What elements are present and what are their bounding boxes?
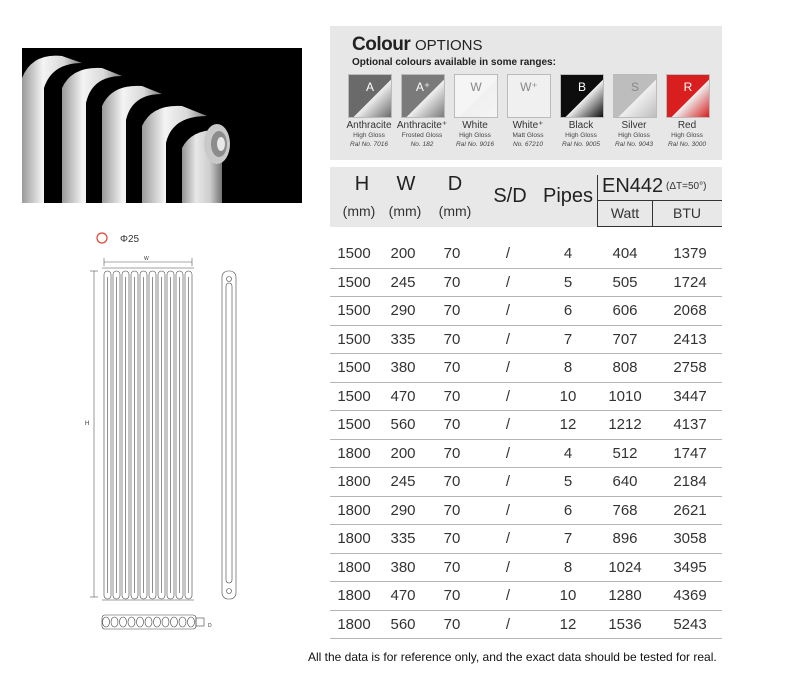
table-row <box>330 297 722 326</box>
table-cell: / <box>505 302 511 319</box>
table-cell: / <box>505 558 511 576</box>
swatch-0 <box>348 74 392 118</box>
depth-dimension-label: D <box>208 623 212 629</box>
table-row <box>330 411 722 440</box>
swatch-finish: High Gloss <box>459 132 491 139</box>
table-cell: 70 <box>443 387 461 405</box>
pipe-diameter-label: Φ25 <box>120 234 140 245</box>
table-cell: 70 <box>443 473 461 490</box>
table-cell: / <box>505 444 511 462</box>
width-dimension-label: W <box>144 256 149 262</box>
table-cell: 4137 <box>673 416 707 433</box>
table-row <box>330 326 722 355</box>
header-d: D <box>447 173 463 195</box>
table-cell: / <box>505 501 511 519</box>
colour-options-panel <box>330 26 722 160</box>
header-w: W <box>396 173 416 195</box>
table-cell: 1800 <box>337 587 371 604</box>
swatch-ral: Ral No. 9016 <box>456 141 494 148</box>
table-cell: 640 <box>612 473 638 490</box>
table-cell: 505 <box>612 273 638 291</box>
swatch-name: Anthracite⁺ <box>396 120 448 131</box>
table-cell: 7 <box>563 530 573 547</box>
table-cell: 8 <box>563 558 573 576</box>
table-cell: 380 <box>390 558 416 576</box>
table-cell: / <box>505 273 511 291</box>
table-header <box>330 167 722 227</box>
table-cell: 1800 <box>337 444 371 462</box>
table-cell: 70 <box>443 558 461 576</box>
table-cell: 1536 <box>608 615 642 633</box>
table-cell: 200 <box>390 444 416 462</box>
swatch-letter: S <box>630 80 639 94</box>
table-cell: 1800 <box>337 530 371 547</box>
table-cell: 10 <box>559 387 577 405</box>
table-cell: 1800 <box>337 558 371 576</box>
radiator-front-view <box>102 268 194 600</box>
table-cell: 1280 <box>608 587 642 604</box>
swatch-3 <box>507 74 551 118</box>
header-d-unit: (mm) <box>438 203 472 219</box>
radiator-side-view <box>222 271 236 599</box>
table-cell: 768 <box>612 501 638 519</box>
table-cell: 290 <box>390 302 416 319</box>
swatch-ral: Ral No. 9005 <box>562 141 600 148</box>
table-cell: 70 <box>443 273 461 291</box>
swatch-ral: No. 67210 <box>513 141 543 148</box>
table-cell: 5 <box>563 273 573 291</box>
swatch-name: Anthracite <box>346 120 392 131</box>
colour-options-note: Optional colours available in some ranges: <box>352 57 556 68</box>
product-photo <box>22 48 302 203</box>
table-cell: 2621 <box>673 501 707 519</box>
table-cell: 380 <box>390 359 416 376</box>
table-cell: 335 <box>390 530 416 547</box>
table-cell: 4 <box>563 245 573 262</box>
header-h: H <box>354 173 370 195</box>
table-cell: / <box>505 359 511 376</box>
table-cell: 1500 <box>337 359 371 376</box>
header-sd: S/D <box>493 185 527 207</box>
table-row <box>330 383 722 412</box>
table-cell: 6 <box>563 302 573 319</box>
swatch-finish: High Gloss <box>618 132 650 139</box>
table-cell: 1800 <box>337 501 371 519</box>
table-cell: 4369 <box>673 587 707 604</box>
table-cell: / <box>505 245 511 262</box>
table-cell: 707 <box>612 330 638 348</box>
table-cell: 245 <box>390 273 416 291</box>
table-cell: / <box>505 530 511 547</box>
swatch-finish: High Gloss <box>353 132 385 139</box>
table-cell: 12 <box>559 416 577 433</box>
table-cell: 70 <box>443 359 461 376</box>
table-cell: / <box>505 416 511 433</box>
header-w-unit: (mm) <box>388 203 422 219</box>
swatch-letter: W⁺ <box>520 80 538 94</box>
swatch-name: White <box>462 120 488 131</box>
table-cell: 70 <box>443 530 461 547</box>
table-cell: 1500 <box>337 387 371 405</box>
swatch-letter: B <box>577 80 586 94</box>
table-cell: 70 <box>443 302 461 319</box>
table-cell: 10 <box>559 587 577 604</box>
table-cell: 1500 <box>337 245 371 262</box>
swatch-name: White⁺ <box>512 120 544 131</box>
swatch-finish: High Gloss <box>671 132 703 139</box>
swatch-letter: R <box>683 80 693 94</box>
table-cell: 512 <box>612 444 638 462</box>
table-row <box>330 582 722 611</box>
height-dimension-label: H <box>85 421 90 427</box>
table-cell: 896 <box>612 530 638 547</box>
table-cell: / <box>505 615 511 633</box>
table-cell: 1024 <box>608 558 642 576</box>
header-en442: EN442 <box>602 175 664 197</box>
table-cell: 404 <box>612 245 638 262</box>
table-cell: 1800 <box>337 473 371 490</box>
table-cell: 2413 <box>673 330 707 348</box>
table-cell: 70 <box>443 444 461 462</box>
table-cell: 2184 <box>673 473 707 490</box>
drawing-svg <box>80 225 320 640</box>
swatch-name: Black <box>568 120 594 131</box>
swatch-1 <box>401 74 445 118</box>
swatch-ral: Ral No. 7016 <box>350 141 388 148</box>
table-cell: 3495 <box>673 558 707 576</box>
data-table-body <box>330 240 722 639</box>
table-cell: 70 <box>443 330 461 348</box>
table-row <box>330 354 722 383</box>
swatch-ral: Ral No. 9043 <box>615 141 653 148</box>
table-row <box>330 468 722 497</box>
swatch-letter: A <box>365 80 374 94</box>
table-cell: / <box>505 473 511 490</box>
swatch-2 <box>454 74 498 118</box>
table-cell: 1747 <box>673 444 707 462</box>
swatch-letter: W <box>470 80 482 94</box>
table-cell: 606 <box>612 302 638 319</box>
table-cell: 335 <box>390 330 416 348</box>
radiator-top-view <box>102 615 204 629</box>
table-cell: 1379 <box>673 245 707 262</box>
swatch-ral: No. 182 <box>410 141 434 148</box>
table-cell: 245 <box>390 473 416 490</box>
swatch-ral: Ral No. 3000 <box>668 141 706 148</box>
table-cell: 200 <box>390 245 416 262</box>
swatch-4 <box>560 74 604 118</box>
table-cell: 1212 <box>608 416 642 433</box>
table-cell: 70 <box>443 587 461 604</box>
colour-options-title: Colour OPTIONS <box>352 34 483 55</box>
swatch-finish: Frosted Gloss <box>401 132 443 139</box>
header-btu: BTU <box>673 205 701 221</box>
swatch-letter: A⁺ <box>415 80 431 94</box>
table-cell: / <box>505 587 511 604</box>
table-cell: 8 <box>563 359 573 376</box>
disclaimer-footnote: All the data is for reference only, and the exact data should be tested for real. <box>308 650 717 664</box>
table-cell: 560 <box>390 416 416 433</box>
swatch-5 <box>613 74 657 118</box>
table-cell: 70 <box>443 501 461 519</box>
table-row <box>330 554 722 583</box>
table-cell: 1500 <box>337 416 371 433</box>
table-cell: 1800 <box>337 615 371 633</box>
table-cell: 808 <box>612 359 638 376</box>
table-cell: 560 <box>390 615 416 633</box>
table-cell: 2068 <box>673 302 707 319</box>
table-cell: 3058 <box>673 530 707 547</box>
table-cell: 1500 <box>337 273 371 291</box>
radiator-technical-drawing <box>80 225 320 640</box>
table-cell: 1724 <box>673 273 707 291</box>
swatch-name: Red <box>677 120 697 131</box>
table-cell: 70 <box>443 615 461 633</box>
table-cell: 6 <box>563 501 573 519</box>
table-row <box>330 240 722 269</box>
swatch-6 <box>666 74 710 118</box>
header-watt: Watt <box>610 205 640 221</box>
header-pipes: Pipes <box>542 185 594 207</box>
header-h-unit: (mm) <box>342 203 376 219</box>
table-row <box>330 611 722 640</box>
swatch-name: Silver <box>621 120 647 131</box>
table-cell: 2758 <box>673 359 707 376</box>
table-cell: 470 <box>390 387 416 405</box>
table-row <box>330 497 722 526</box>
table-row <box>330 440 722 469</box>
table-cell: 7 <box>563 330 573 348</box>
table-cell: / <box>505 387 511 405</box>
table-cell: 4 <box>563 444 573 462</box>
table-cell: 12 <box>559 615 577 633</box>
table-cell: 1500 <box>337 330 371 348</box>
table-cell: 70 <box>443 245 461 262</box>
table-cell: 470 <box>390 587 416 604</box>
table-row <box>330 525 722 554</box>
table-row <box>330 269 722 298</box>
swatch-finish: Matt Gloss <box>512 132 544 139</box>
table-cell: 3447 <box>673 387 707 405</box>
table-cell: 1010 <box>608 387 642 405</box>
pipe-diameter-icon <box>97 233 107 243</box>
table-cell: 290 <box>390 501 416 519</box>
header-en442-note: (ΔT=50°) <box>666 181 707 192</box>
table-cell: 5243 <box>673 615 707 633</box>
swatch-finish: High Gloss <box>565 132 597 139</box>
table-cell: 70 <box>443 416 461 433</box>
table-cell: 5 <box>563 473 573 490</box>
table-cell: 1500 <box>337 302 371 319</box>
table-cell: / <box>505 330 511 348</box>
